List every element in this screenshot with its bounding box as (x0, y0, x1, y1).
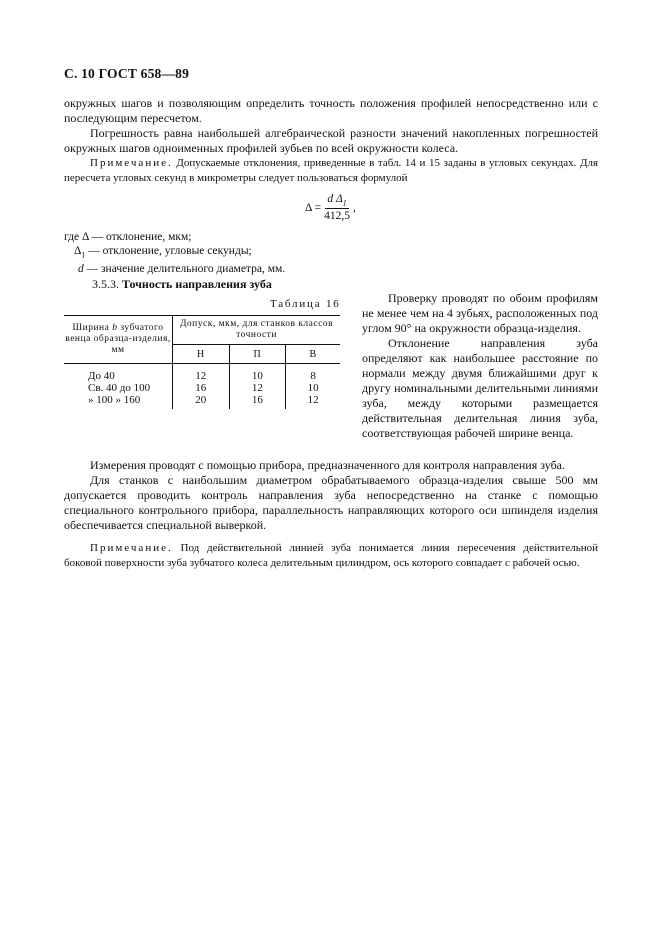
table-cell: 12 (229, 382, 286, 394)
formula-numerator (325, 193, 348, 209)
definition-item (64, 244, 285, 262)
table-cell: 10 (229, 364, 286, 383)
definition-prefix: где (64, 231, 82, 243)
paragraph-measurement: Измерения проводят с помощью прибора, предназначенного для контроля направления зуба. (90, 458, 566, 472)
definition-symbol-sub: 1 (81, 250, 86, 260)
table-label: Таблица 16 (270, 298, 341, 310)
table-header-class-v: В (286, 345, 340, 364)
side-paragraph-check: Проверку проводят по обоим профилям не менее чем на 4 зубьях, расположенных под углом 90° на окружности образца-изделия. (362, 291, 598, 335)
table-header-class-p: П (229, 345, 286, 364)
paragraph-continuation: окружных шагов и позволяющим определить точность положения профилей непосредственно или с последующим пересчетом. (64, 96, 598, 125)
table-cell: 20 (195, 394, 207, 406)
formula-lhs: Δ = (305, 201, 322, 214)
definition-desc: — отклонение, мкм; (88, 231, 192, 243)
header-width-symbol: b (112, 323, 118, 333)
table-cell: 16 (229, 394, 286, 409)
section-heading (92, 277, 272, 292)
side-paragraph-deviation: Отклонение направления зуба определяют как наибольшее расстояние по нормали между двумя ближайшими друг к другу номинальными делительными линиями зуба, между которыми размещается действительная делительная линия зуба, соответствующая рабочей ширине венца. (362, 336, 598, 440)
note-1-text: Допускаемые отклонения, приведенные в табл. 14 и 15 заданы в угловых секундах. Для пересчета угловых секунд в микрометры следует пользоваться формулой (64, 157, 598, 184)
table-header-class-n: Н (173, 345, 230, 364)
table-cell: 10 (307, 382, 319, 394)
table-header-tolerance: Допуск, мкм, для станков классов точности (173, 316, 341, 345)
definition-symbol: Δ (81, 231, 89, 243)
table-row-label: » 100 » 160 (64, 394, 173, 409)
definition-item (64, 262, 285, 276)
section-number: 3.5.3. (92, 277, 119, 291)
section-title: Точность направления зуба (122, 277, 272, 291)
header-width-post: зубчатого венца образца-изделия, мм (65, 323, 171, 355)
definition-item (64, 230, 285, 244)
paragraph-large-machines: Для станков с наибольшим диаметром обрабатываемого образца-изделия свыше 500 мм допускается проводить контроль направления зуба непосредственно на станке с помощью специального контрольного прибора, параллельность направляющих которого оси шпинделя изделия обеспечивается специальной выверкой. (64, 473, 598, 532)
note-1-label: Примечание. (90, 157, 173, 169)
conversion-formula (305, 193, 356, 222)
note-1 (64, 156, 598, 186)
definition-symbol: Δ (74, 245, 82, 257)
page-header: С. 10 ГОСТ 658—89 (64, 66, 190, 81)
table-row (64, 382, 340, 394)
table-header-width (64, 316, 173, 364)
tolerance-table (64, 315, 340, 409)
note-2-label: Примечание. (90, 542, 173, 554)
paragraph-error-definition: Погрешность равна наибольшей алгебраической разности значений накопленных погрешностей окружных шагов одноименных профилей зубьев по всей окружности колеса. (64, 126, 598, 155)
definition-desc: — отклонение, угловые секунды; (85, 245, 252, 257)
table-cell: 12 (195, 370, 207, 382)
formula-denominator: 412,5 (324, 210, 350, 223)
side-column (362, 291, 598, 441)
formula-fraction (324, 193, 350, 222)
definition-symbol: d (78, 263, 84, 276)
definition-desc: — значение делительного диаметра, мм. (83, 263, 286, 276)
table-row-label: Св. 40 до 100 (64, 382, 173, 394)
table-row-label: До 40 (64, 364, 173, 383)
table-row (64, 394, 340, 409)
table-cell: 16 (195, 382, 207, 394)
table-row (64, 364, 340, 383)
table-cell: 12 (307, 394, 319, 406)
note-2-text: Под действительной линией зуба понимается линия пересечения действительной боковой поверхности зуба зубчатого колеса делительным цилиндром, ось которого совпадает с рабочей осью. (64, 542, 598, 569)
formula-numerator-sub: 1 (342, 198, 347, 208)
note-2 (64, 541, 598, 571)
header-width-pre: Ширина (72, 323, 113, 333)
definitions-list (64, 230, 285, 276)
table-cell: 8 (310, 370, 316, 382)
formula-tail: , (353, 201, 356, 214)
formula-numerator-text: d Δ (327, 193, 343, 205)
